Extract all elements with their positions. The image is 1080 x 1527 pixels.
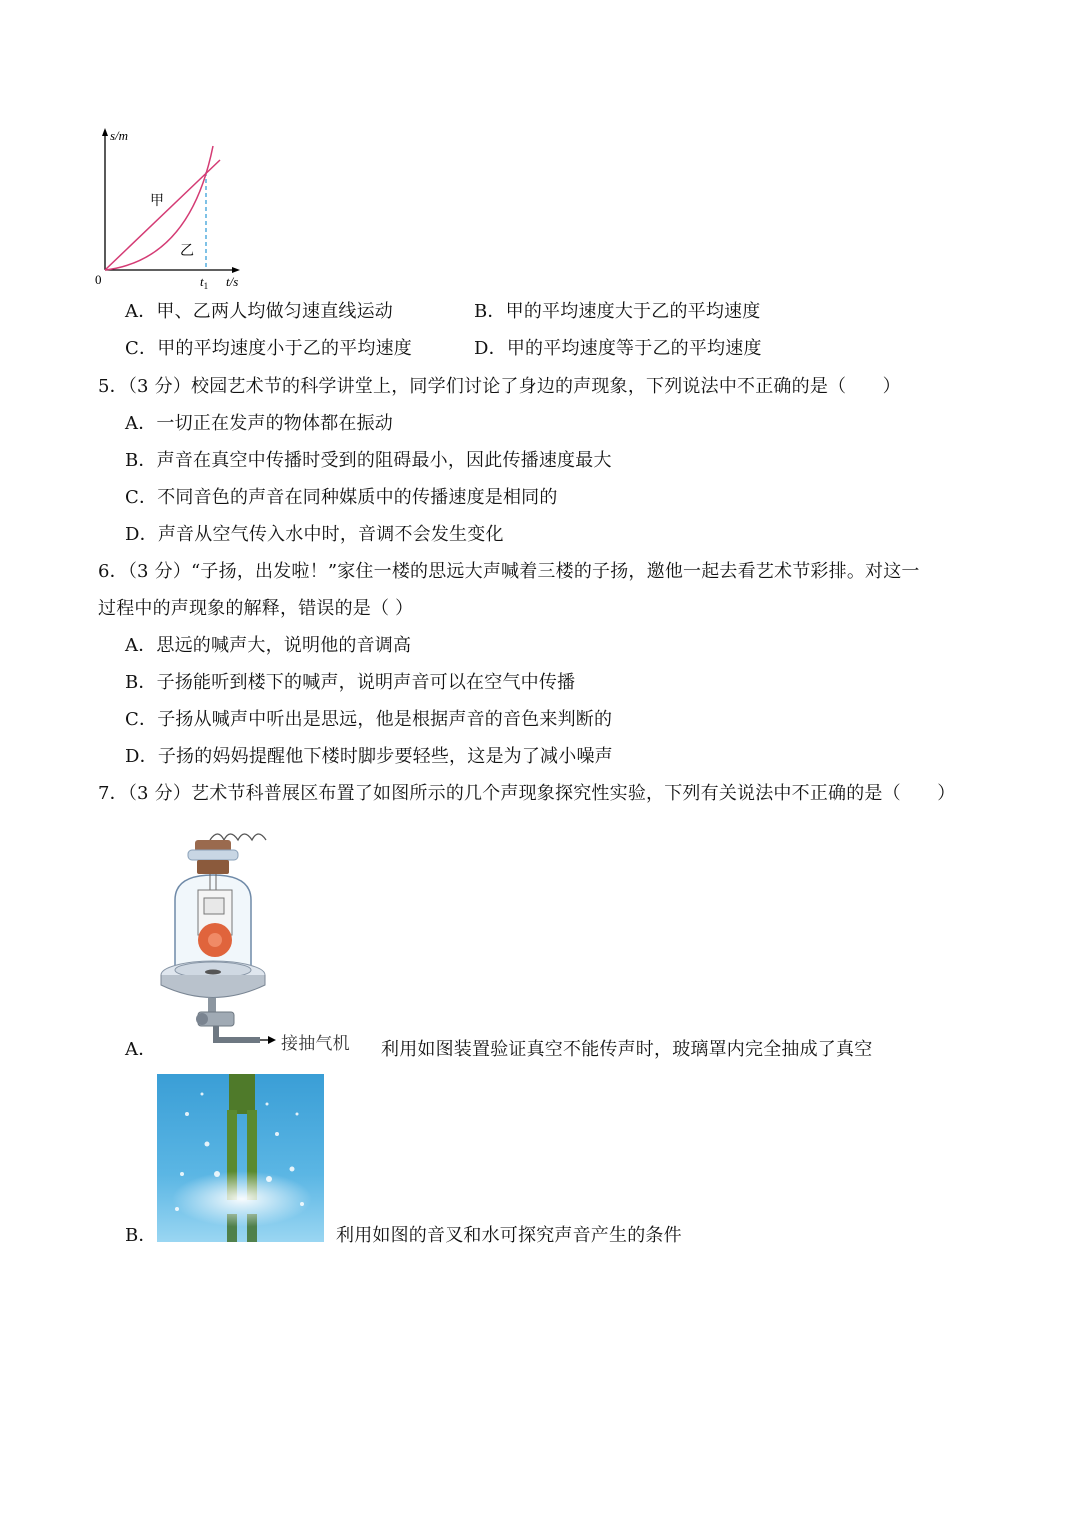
q6-stem-line1: 6．（3 分）“子扬，出发啦！”家住一楼的思远大声喊着三楼的子扬，邀他一起去看艺术节彩排。对这一 — [98, 561, 920, 582]
q4-option-a: A．甲、乙两人均做匀速直线运动 — [125, 301, 394, 322]
q5-option-d: D．声音从空气传入水中时，音调不会发生变化 — [125, 524, 504, 545]
q7-option-b-text: 利用如图的音叉和水可探究声音产生的条件 — [336, 1225, 682, 1246]
curve-jia-label: 甲 — [150, 194, 164, 209]
x-axis-label: t/s — [226, 274, 239, 289]
x-axis-arrow — [232, 267, 240, 273]
tuning-fork-water-image — [157, 1074, 324, 1242]
origin-label: 0 — [95, 272, 102, 287]
q4-option-c: C．甲的平均速度小于乙的平均速度 — [125, 338, 412, 359]
y-axis-arrow — [102, 128, 108, 136]
q6-option-b: B．子扬能听到楼下的喊声，说明声音可以在空气中传播 — [125, 672, 576, 693]
pump-label: 接抽气机 — [281, 1034, 350, 1053]
curve-jia — [105, 160, 220, 270]
q4-option-d: D．甲的平均速度等于乙的平均速度 — [474, 338, 762, 359]
t1-label: $t_1$ — [200, 274, 209, 291]
q4-option-b: B．甲的平均速度大于乙的平均速度 — [474, 301, 761, 322]
bell-jar-illustration — [150, 820, 370, 1060]
curve-yi-label: 乙 — [180, 244, 194, 259]
q7-option-a-text: 利用如图装置验证真空不能传声时，玻璃罩内完全抽成了真空 — [381, 1039, 873, 1060]
q5-option-a: A．一切正在发声的物体都在振动 — [125, 413, 394, 434]
y-axis-label: s/m — [110, 128, 129, 143]
s-t-graph — [90, 120, 260, 295]
q7-option-a-letter: A． — [125, 1039, 157, 1060]
q6-stem-line2: 过程中的声现象的解释，错误的是（ ） — [98, 598, 414, 619]
q5-stem: 5．（3 分）校园艺术节的科学讲堂上，同学们讨论了身边的声现象，下列说法中不正确的是（ ） — [98, 376, 901, 397]
q6-option-a: A．思远的喊声大，说明他的音调高 — [125, 635, 412, 656]
q7-option-b-letter: B． — [125, 1225, 157, 1246]
q5-option-b: B．声音在真空中传播时受到的阻碍最小，因此传播速度最大 — [125, 450, 612, 471]
q5-option-c: C．不同音色的声音在同种媒质中的传播速度是相同的 — [125, 487, 558, 508]
q7-stem: 7．（3 分）艺术节科普展区布置了如图所示的几个声现象探究性实验，下列有关说法中不正确的是（ ） — [98, 783, 956, 804]
q6-option-d: D．子扬的妈妈提醒他下楼时脚步要轻些，这是为了减小噪声 — [125, 746, 613, 767]
q6-option-c: C．子扬从喊声中听出是思远，他是根据声音的音色来判断的 — [125, 709, 613, 730]
